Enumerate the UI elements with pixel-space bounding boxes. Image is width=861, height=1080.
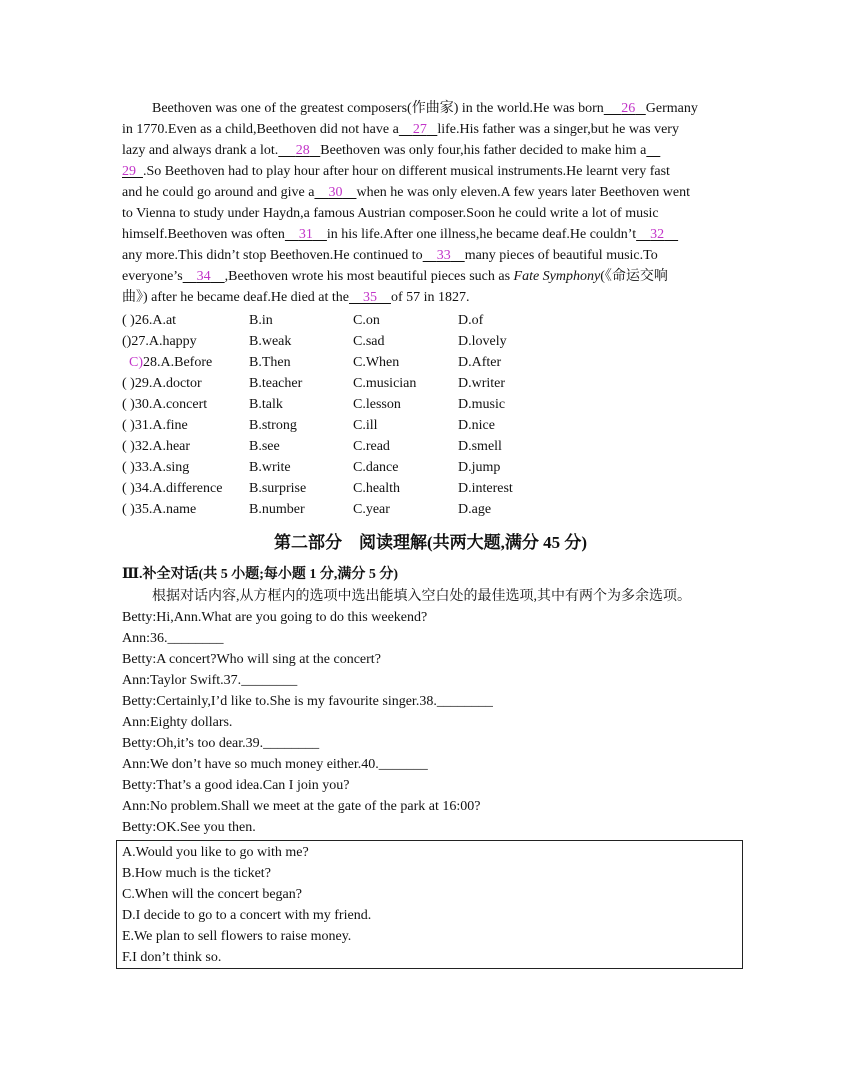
blank-28 xyxy=(278,143,320,158)
blank-number: 30 xyxy=(328,185,343,200)
dialogue-line xyxy=(122,754,428,775)
question-row xyxy=(122,352,542,373)
blank-number: 34 xyxy=(196,269,211,284)
option-d: D.interest xyxy=(458,481,513,496)
blank-27 xyxy=(399,122,438,137)
blank-number: 32 xyxy=(650,227,665,242)
answer-mark: C) xyxy=(129,355,143,370)
option-b: B.surprise xyxy=(249,481,307,496)
blank-26 xyxy=(604,101,646,116)
dialogue-text: Betty:OK.See you then. xyxy=(122,820,256,835)
instruction: 根据对话内容,从方框内的选项中选出能填入空白处的最佳选项,其中有两个为多余选项。 xyxy=(152,589,691,604)
option-b: B.weak xyxy=(249,334,292,349)
dialogue-text: Betty:Hi,Ann.What are you going to do this weekend? xyxy=(122,610,428,625)
dialogue-line xyxy=(122,775,349,796)
passage-line-6 xyxy=(122,203,659,224)
answer-bracket: ( ) xyxy=(122,376,135,391)
passage-text: Beethoven was one of the greatest composers(作曲家) in the world.He was born xyxy=(152,101,604,116)
option-a: 29.A.doctor xyxy=(134,376,202,391)
option-c: C.musician xyxy=(353,376,417,391)
option-c: C.lesson xyxy=(353,397,401,412)
option-d: D.age xyxy=(458,502,492,517)
option-c: C.health xyxy=(353,481,401,496)
blank-29 xyxy=(122,164,143,179)
dialogue-text: Ann:Taylor Swift.37. xyxy=(122,673,242,688)
question-stem xyxy=(122,373,202,394)
option-b: B.write xyxy=(249,460,291,475)
question-stem xyxy=(122,436,190,457)
question-row xyxy=(122,415,542,436)
blank-number: 35 xyxy=(363,290,377,305)
passage-text: life.His father was a singer,but he was very xyxy=(437,122,679,137)
option-item: A.Would you like to go with me? xyxy=(122,845,309,860)
option-item: B.How much is the ticket? xyxy=(122,866,271,881)
dialogue-text: Ann:We don’t have so much money either.40. xyxy=(122,757,379,772)
blank-32 xyxy=(636,227,678,242)
option-d: D.music xyxy=(458,397,506,412)
option-a: 28.A.Before xyxy=(143,355,213,370)
passage-text: in his life.After one illness,he became deaf.He couldn’t xyxy=(326,227,637,242)
answer-bracket: () xyxy=(122,334,132,349)
answer-bracket: ( ) xyxy=(122,439,135,454)
option-a: 30.A.concert xyxy=(134,397,208,412)
dialogue-line xyxy=(122,796,480,817)
passage-line-8 xyxy=(122,245,658,266)
question-stem xyxy=(122,457,189,478)
option-d: D.jump xyxy=(458,460,501,475)
passage-line-9 xyxy=(122,266,668,287)
passage-line-7 xyxy=(122,224,678,245)
dialogue-line xyxy=(122,607,427,628)
blank-30 xyxy=(314,185,356,200)
dialogue-line xyxy=(122,817,256,838)
dialogue-line xyxy=(122,670,297,691)
question-stem xyxy=(122,310,176,331)
option-c: C.ill xyxy=(353,418,378,433)
passage-line-2 xyxy=(122,119,679,140)
answer-blank[interactable]: ________ xyxy=(241,673,298,688)
dialogue-line xyxy=(122,628,224,649)
option-a: 32.A.hear xyxy=(134,439,191,454)
option-b: B.see xyxy=(249,439,280,454)
answer-blank[interactable]: ________ xyxy=(263,736,320,751)
option-c: C.When xyxy=(353,355,400,370)
question-row xyxy=(122,457,542,478)
dialogue-text: Betty:That’s a good idea.Can I join you? xyxy=(122,778,350,793)
question-stem xyxy=(122,394,207,415)
question-stem xyxy=(122,499,196,520)
passage-text: when he was only eleven.A few years later Beethoven went xyxy=(356,185,690,200)
dialogue-line xyxy=(122,649,381,670)
blank-number: 27 xyxy=(412,122,427,137)
question-row xyxy=(122,436,542,457)
passage-text: lazy and always drank a lot. xyxy=(122,143,279,158)
option-b: B.teacher xyxy=(249,376,303,391)
option-a: 26.A.at xyxy=(134,313,177,328)
option-a: 27.A.happy xyxy=(131,334,197,349)
option-item: C.When will the concert began? xyxy=(122,887,302,902)
dialogue-text: Betty:Certainly,I’d like to.She is my favourite singer.38. xyxy=(122,694,437,709)
option-c: C.year xyxy=(353,502,390,517)
option-a: 31.A.fine xyxy=(134,418,188,433)
blank-number: 26 xyxy=(621,101,636,116)
blank-tail xyxy=(646,143,660,158)
question-stem xyxy=(122,478,222,499)
option-item: E.We plan to sell flowers to raise money. xyxy=(122,929,352,944)
passage-text: (《命运交响 xyxy=(600,269,668,284)
passage-text: himself.Beethoven was often xyxy=(122,227,285,242)
option-b: B.number xyxy=(249,502,305,517)
passage-line-10 xyxy=(122,287,470,308)
answer-bracket: ( ) xyxy=(122,313,135,328)
question-stem xyxy=(122,331,197,352)
option-a: 33.A.sing xyxy=(134,460,190,475)
passage-text: ,Beethoven wrote his most beautiful pieces such as xyxy=(224,269,511,284)
passage-line-5 xyxy=(122,182,690,203)
dialogue-text: Ann:36. xyxy=(122,631,168,646)
dialogue-text: Ann:Eighty dollars. xyxy=(122,715,233,730)
option-d: D.lovely xyxy=(458,334,507,349)
question-row xyxy=(122,373,542,394)
dialogue-text: Betty:Oh,it’s too dear.39. xyxy=(122,736,264,751)
passage-text: .So Beethoven had to play hour after hour on different musical instruments.He learnt very fast xyxy=(143,164,670,179)
answer-bracket: ( ) xyxy=(122,397,135,412)
blank-number: 29 xyxy=(122,164,136,179)
answer-bracket: ( ) xyxy=(122,502,135,517)
dialogue-text: Betty:A concert?Who will sing at the concert? xyxy=(122,652,381,667)
option-item: F.I don’t think so. xyxy=(122,950,222,965)
symphony-title: Fate Symphony xyxy=(513,269,601,284)
passage-text: Beethoven was only four,his father decided to make him a xyxy=(320,143,647,158)
blank-number: 33 xyxy=(436,248,451,263)
dialogue-line xyxy=(122,712,232,733)
blank-number: 31 xyxy=(298,227,313,242)
option-b: B.Then xyxy=(249,355,291,370)
blank-35 xyxy=(349,290,391,305)
answer-bracket: ( ) xyxy=(122,418,135,433)
blank-31 xyxy=(285,227,327,242)
option-a: 34.A.difference xyxy=(134,481,223,496)
passage-text: and he could go around and give a xyxy=(122,185,315,200)
part-title: Ⅲ.补全对话(共 5 小题;每小题 1 分,满分 5 分) xyxy=(122,567,399,582)
passage-text: to Vienna to study under Haydn,a famous Austrian composer.Soon he could write a lot of music xyxy=(122,206,659,221)
passage-text: any more.This didn’t stop Beethoven.He continued to xyxy=(122,248,423,263)
option-c: C.read xyxy=(353,439,390,454)
answer-blank[interactable]: _______ xyxy=(378,757,428,772)
option-c: C.sad xyxy=(353,334,385,349)
passage-line-3 xyxy=(122,140,660,161)
dialogue-line xyxy=(122,733,319,754)
passage-text: in 1770.Even as a child,Beethoven did not have a xyxy=(122,122,399,137)
passage-text: many pieces of beautiful music.To xyxy=(464,248,658,263)
option-b: B.strong xyxy=(249,418,297,433)
option-item: D.I decide to go to a concert with my friend. xyxy=(122,908,372,923)
option-a: 35.A.name xyxy=(134,502,197,517)
blank-34 xyxy=(183,269,225,284)
answer-blank[interactable]: ________ xyxy=(167,631,224,646)
answer-blank[interactable]: ________ xyxy=(436,694,493,709)
option-c: C.on xyxy=(353,313,380,328)
option-d: D.After xyxy=(458,355,502,370)
question-row xyxy=(122,499,542,520)
passage-text: Germany xyxy=(645,101,698,116)
answer-bracket: ( ) xyxy=(122,460,135,475)
question-stem xyxy=(122,352,212,373)
option-d: D.smell xyxy=(458,439,502,454)
passage-line-4 xyxy=(122,161,670,182)
option-d: D.of xyxy=(458,313,484,328)
answer-bracket: ( ) xyxy=(122,481,135,496)
question-stem xyxy=(122,415,188,436)
passage-line-1 xyxy=(152,98,698,119)
option-b: B.in xyxy=(249,313,273,328)
passage-text: everyone’s xyxy=(122,269,183,284)
option-c: C.dance xyxy=(353,460,399,475)
blank-33 xyxy=(423,248,465,263)
options-box xyxy=(116,840,743,969)
section-title: 第二部分 阅读理解(共两大题,满分 45 分) xyxy=(273,533,588,552)
passage-text: 曲》) after he became deaf.He died at the xyxy=(122,290,349,305)
option-b: B.talk xyxy=(249,397,283,412)
blank-number: 28 xyxy=(295,143,310,158)
question-row xyxy=(122,331,542,352)
dialogue-text: Ann:No problem.Shall we meet at the gate of the park at 16:00? xyxy=(122,799,481,814)
question-row xyxy=(122,478,542,499)
option-d: D.nice xyxy=(458,418,495,433)
passage-text: of 57 in 1827. xyxy=(391,290,470,305)
dialogue-line xyxy=(122,691,493,712)
question-row xyxy=(122,310,542,331)
question-row xyxy=(122,394,542,415)
option-d: D.writer xyxy=(458,376,506,391)
